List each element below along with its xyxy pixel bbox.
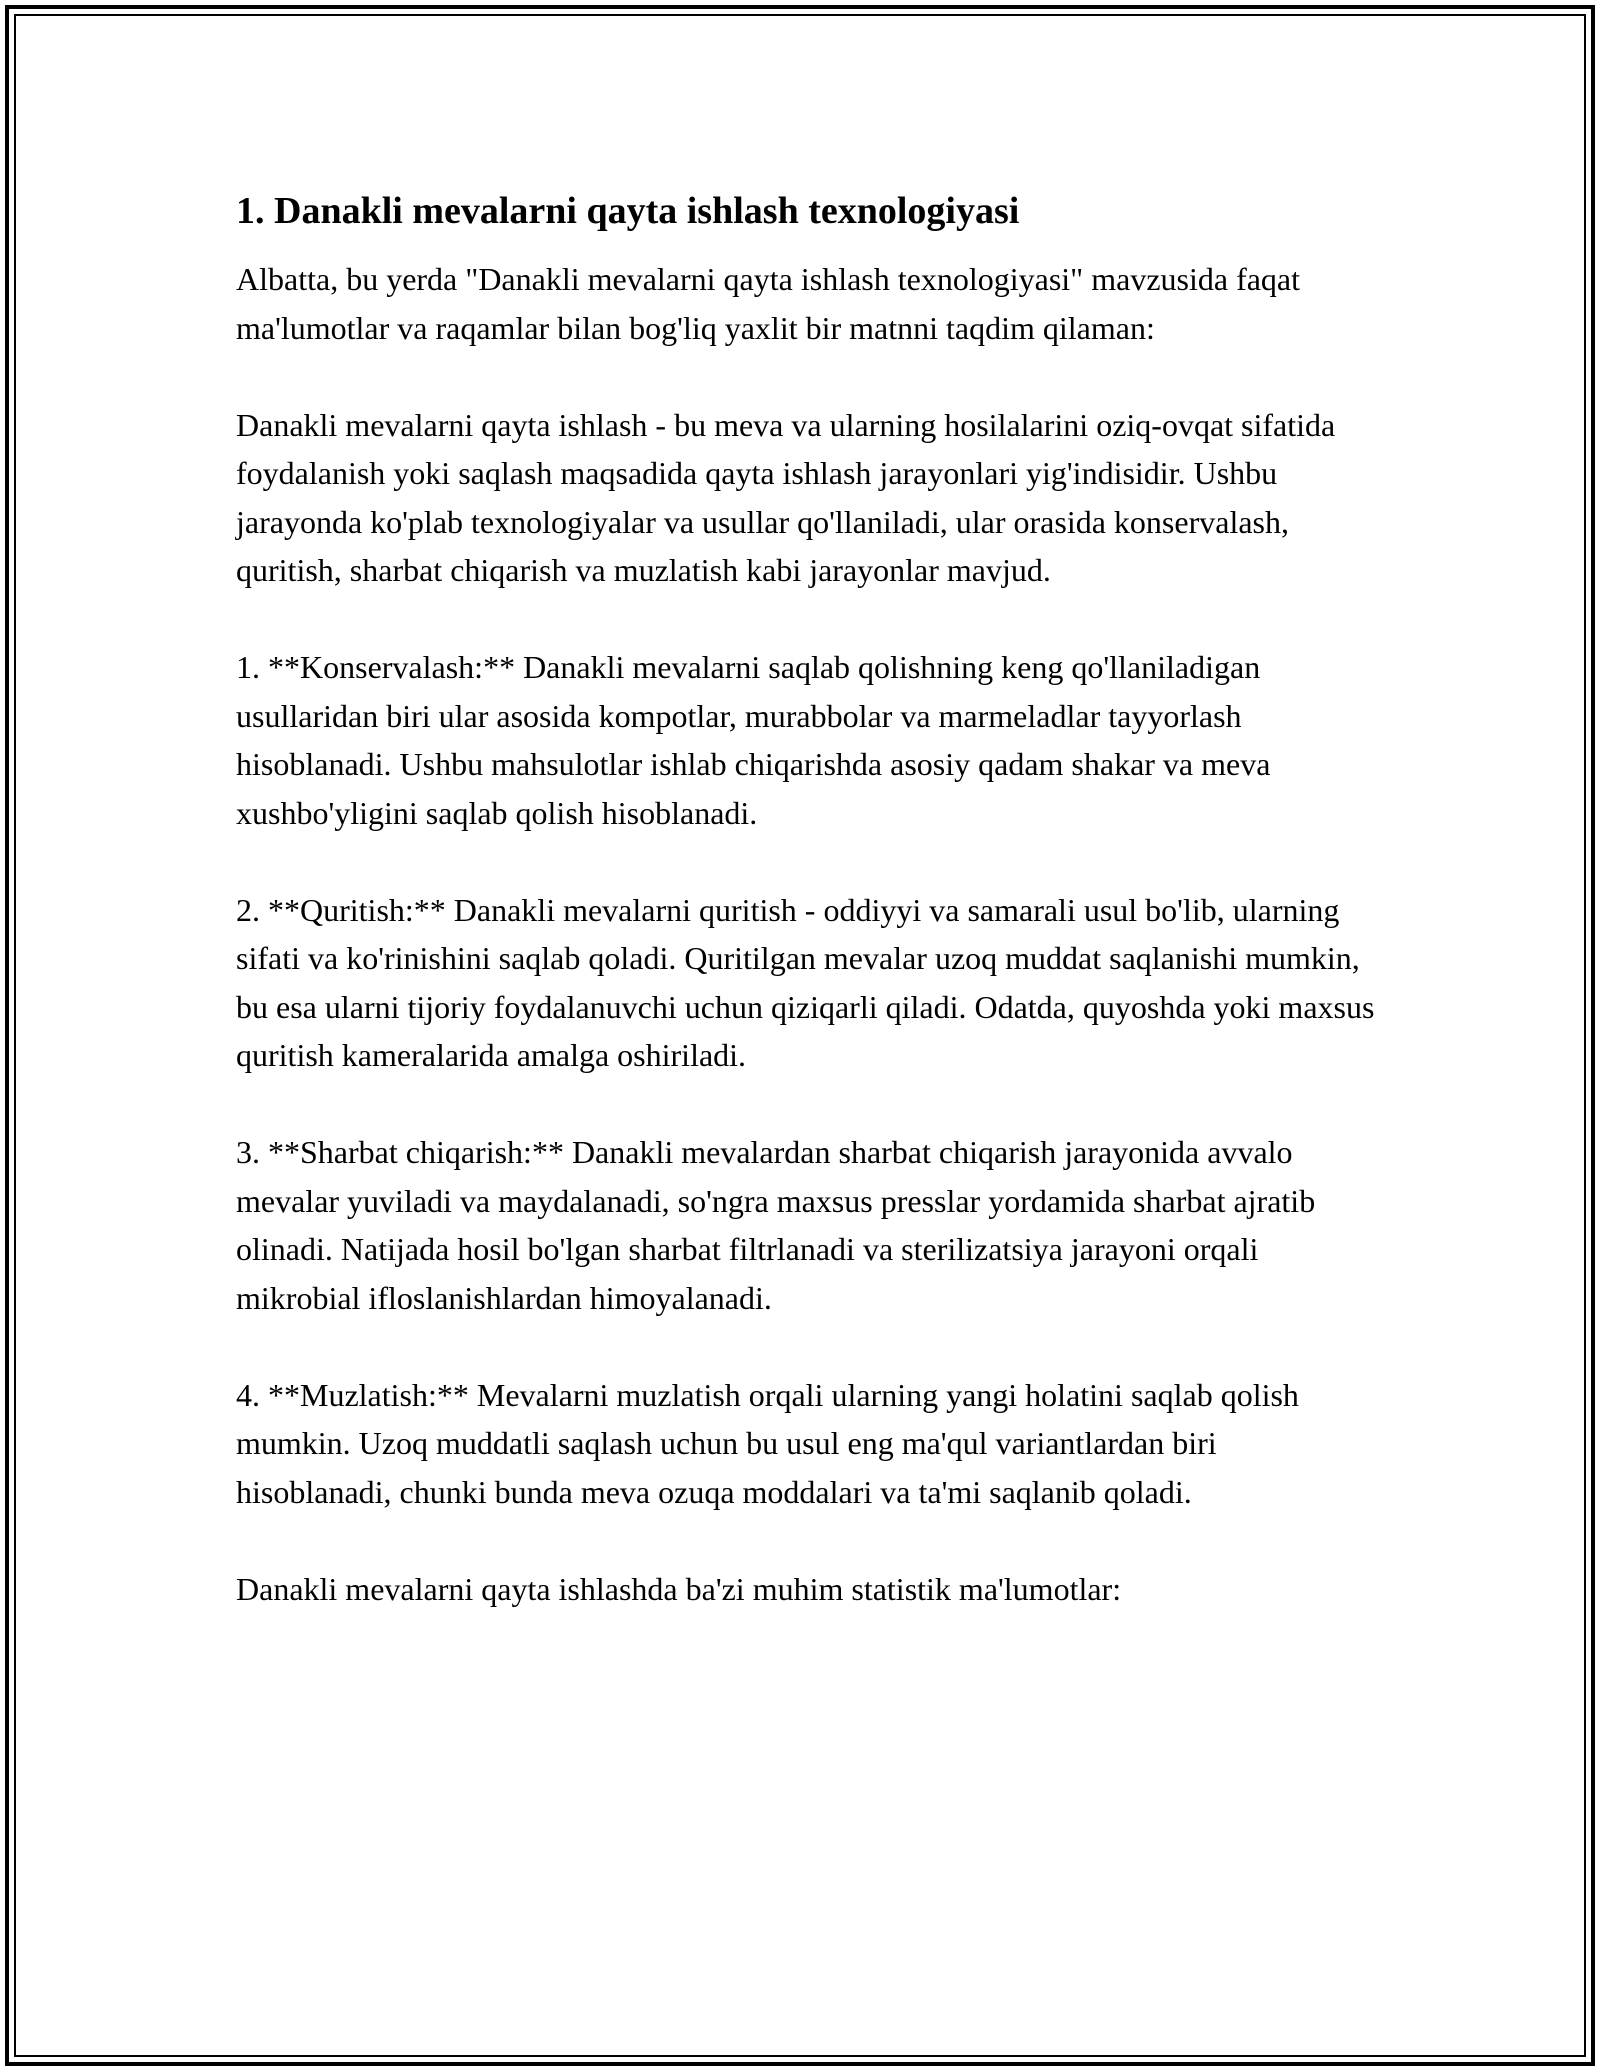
page-title: 1. Danakli mevalarni qayta ishlash texnologiyasi (236, 190, 1020, 232)
list-item-quritish: 2. **Quritish:** Danakli mevalarni quritish - oddiyyi va samarali usul bo'lib, ularning sifati va ko'rinishini saqlab qoladi. Quritilgan mevalar uzoq muddat saqlanishi mumkin, bu esa ularni tijoriy foydalanuvchi uchun qiziqarli qiladi. Odatda, quyoshda yoki maxsus quritish kameralarida amalga oshiriladi. (236, 891, 1375, 1073)
overview-paragraph: Danakli mevalarni qayta ishlash - bu meva va ularning hosilalarini oziq-ovqat sifatida foydalanish yoki saqlash maqsadida qayta ishlash jarayonlari yig'indisidir. Ushbu jarayonda ko'plab texnologiyalar va usullar qo'llaniladi, ular orasida konservalash, quritish, sharbat chiqarish va muzlatish kabi jarayonlar mavjud. (236, 406, 1336, 588)
document-body (236, 185, 1376, 1662)
list-item-muzlatish: 4. **Muzlatish:** Mevalarni muzlatish orqali ularning yangi holatini saqlab qolish mumkin. Uzoq muddatli saqlash uchun bu usul eng ma'qul variantlardan biri hisoblanadi, chunki bunda meva ozuqa moddalari va ta'mi saqlanib qoladi. (236, 1376, 1299, 1510)
list-item-konservalash: 1. **Konservalash:** Danakli mevalarni saqlab qolishning keng qo'llaniladigan usullaridan biri ular asosida kompotlar, murabbolar va marmeladlar tayyorlash hisoblanadi. Ushbu mahsulotlar ishlab chiqarishda asosiy qadam shakar va meva xushbo'yligini saqlab qolish hisoblanadi. (236, 649, 1271, 831)
list-item-sharbat-chiqarish: 3. **Sharbat chiqarish:** Danakli mevalardan sharbat chiqarish jarayonida avvalo mevalar yuviladi va maydalanadi, so'ngra maxsus presslar yordamida sharbat ajratib olinadi. Natijada hosil bo'lgan sharbat filtrlanadi va sterilizatsiya jarayoni orqali mikrobial ifloslanishlardan himoyalanadi. (236, 1134, 1316, 1316)
statistics-intro-paragraph: Danakli mevalarni qayta ishlashda ba'zi muhim statistik ma'lumotlar: (236, 1570, 1122, 1607)
intro-paragraph: Albatta, bu yerda "Danakli mevalarni qayta ishlash texnologiyasi" mavzusida faqat ma'lumotlar va raqamlar bilan bog'liq yaxlit bir matnni taqdim qilaman: (236, 261, 1301, 346)
